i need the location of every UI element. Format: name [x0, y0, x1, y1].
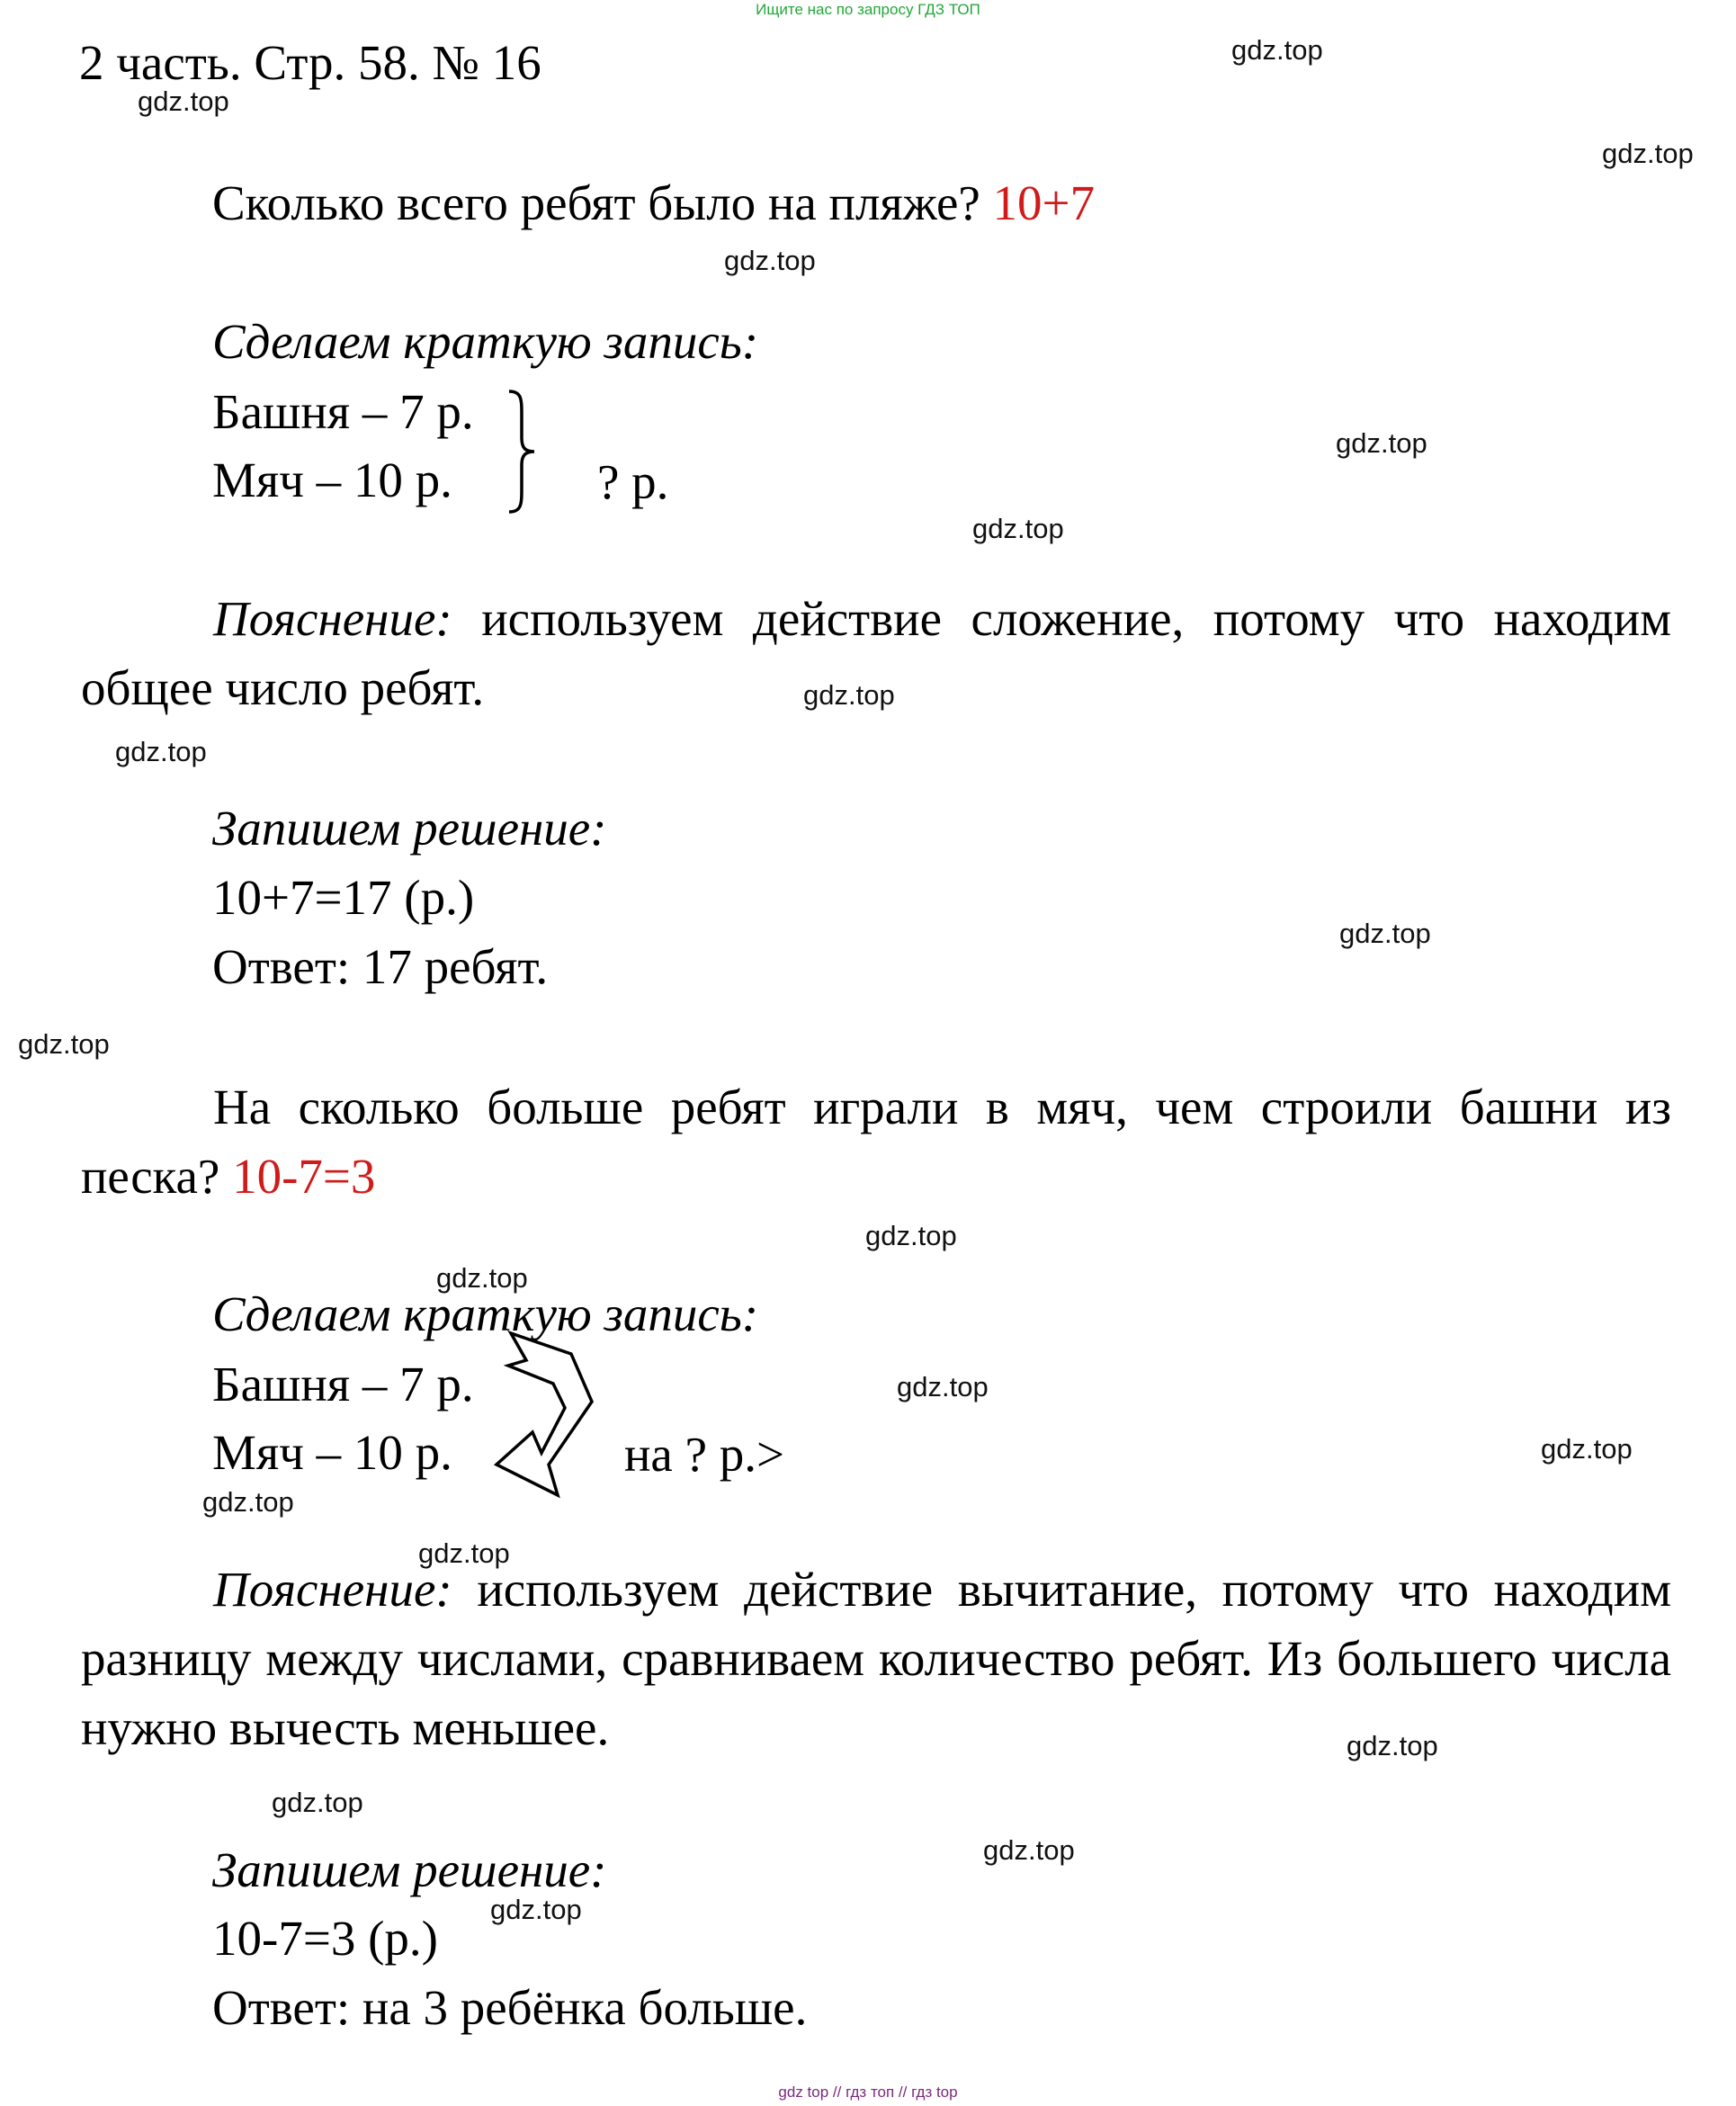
solution-1-answer: Ответ: 17 ребят.	[212, 939, 549, 994]
watermark: gdz.top	[138, 85, 229, 117]
watermark: gdz.top	[897, 1371, 989, 1403]
solution-2-answer: Ответ: на 3 ребёнка больше.	[212, 1980, 808, 2035]
watermark: gdz.top	[418, 1537, 510, 1569]
watermark: gdz.top	[1602, 138, 1694, 169]
explanation-2-text: используем действие вычитание, потому что находим разницу между числами, сравниваем количество ребят. Из большего числа нужно вычесть меньшее.	[81, 1562, 1672, 1755]
brief-2-result: на ? р.>	[624, 1427, 785, 1482]
bottom-note: gdz top // гдз топ // гдз top	[778, 2084, 958, 2101]
watermark: gdz.top	[202, 1486, 294, 1518]
question-1-expression: 10+7	[992, 175, 1096, 230]
watermark: gdz.top	[803, 679, 895, 711]
question-1-text: Сколько всего ребят было на пляже?	[212, 175, 980, 230]
comparison-arrow-icon	[486, 1322, 612, 1520]
brief-1-result: ? р.	[597, 454, 669, 509]
watermark: gdz.top	[1336, 427, 1427, 459]
brief-2-line-ball: Мяч – 10 р.	[212, 1425, 452, 1480]
curly-brace-icon	[504, 389, 540, 515]
question-2	[81, 1072, 1671, 1211]
explanation-2-label: Пояснение:	[213, 1562, 452, 1617]
watermark: gdz.top	[1231, 34, 1323, 66]
watermark: gdz.top	[115, 736, 207, 767]
watermark: gdz.top	[724, 245, 816, 276]
page-title: 2 часть. Стр. 58. № 16	[79, 35, 541, 90]
solution-1-equation: 10+7=17 (р.)	[212, 870, 475, 925]
question-2-text: На сколько больше ребят играли в мяч, чем строили башни из песка?	[81, 1080, 1671, 1204]
brief-1-line-tower: Башня – 7 р.	[212, 384, 474, 439]
solution-2-label: Запишем решение:	[212, 1842, 607, 1897]
brief-1-label: Сделаем краткую запись:	[212, 314, 759, 369]
top-note: Ищите нас по запросу ГДЗ ТОП	[756, 1, 980, 18]
solution-1-label: Запишем решение:	[212, 801, 607, 856]
question-2-expression: 10-7=3	[232, 1149, 376, 1204]
solution-2-equation: 10-7=3 (р.)	[212, 1911, 438, 1966]
watermark: gdz.top	[272, 1787, 363, 1818]
watermark: gdz.top	[1541, 1433, 1633, 1465]
brief-1-line-ball: Мяч – 10 р.	[212, 453, 452, 507]
watermark: gdz.top	[972, 513, 1064, 544]
question-1	[212, 175, 1096, 230]
watermark: gdz.top	[865, 1220, 957, 1251]
watermark: gdz.top	[490, 1894, 582, 1925]
brief-2-label: Сделаем краткую запись:	[212, 1286, 759, 1341]
watermark: gdz.top	[18, 1028, 110, 1060]
watermark: gdz.top	[1339, 918, 1431, 949]
explanation-1-text: используем действие сложение, потому что находим общее число ребят.	[81, 591, 1672, 715]
watermark: gdz.top	[1347, 1730, 1438, 1761]
watermark: gdz.top	[983, 1834, 1075, 1866]
brief-2-line-tower: Башня – 7 р.	[212, 1357, 474, 1411]
watermark: gdz.top	[436, 1262, 528, 1294]
explanation-1-label: Пояснение:	[213, 591, 452, 646]
